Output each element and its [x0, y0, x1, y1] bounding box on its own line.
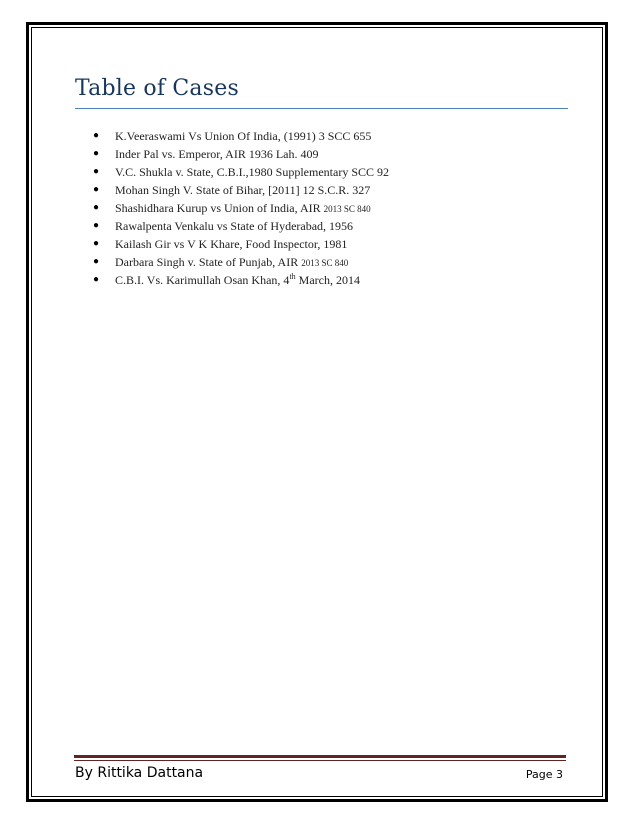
footer-author: By Rittika Dattana [75, 765, 204, 781]
list-item [93, 145, 389, 163]
bullet-icon: ● [93, 274, 100, 285]
footer-rule-thin [74, 760, 566, 761]
list-item [93, 235, 389, 253]
bullet-icon: ● [93, 220, 100, 231]
case-text: Inder Pal vs. Emperor, AIR 1936 Lah. 409 [115, 147, 319, 161]
page-title: Table of Cases [75, 76, 239, 101]
case-text: Kailash Gir vs V K Khare, Food Inspector, 1981 [115, 237, 348, 251]
bullet-icon: ● [93, 256, 100, 267]
bullet-icon: ● [93, 130, 100, 141]
page-label: Page [525, 768, 553, 781]
case-text-tail: March, 2014 [295, 273, 360, 287]
case-citation-small: 2013 SC 840 [323, 204, 371, 214]
case-text: C.B.I. Vs. Karimullah Osan Khan, 4 [115, 273, 290, 287]
case-text: Shashidhara Kurup vs Union of India, AIR [115, 201, 324, 215]
case-list [93, 127, 389, 289]
bullet-icon: ● [93, 184, 100, 195]
list-item [93, 163, 389, 181]
ordinal-superscript: th [289, 272, 296, 281]
case-text: Darbara Singh v. State of Punjab, AIR [115, 255, 302, 269]
list-item [93, 199, 389, 217]
page-number: 3 [556, 768, 563, 781]
bullet-icon: ● [93, 148, 100, 159]
list-item [93, 217, 389, 235]
case-citation-small: 2013 SC 840 [301, 258, 349, 268]
list-item [93, 127, 389, 145]
footer-page-number [526, 768, 563, 781]
footer-rule-thick [74, 755, 566, 758]
title-underline [75, 108, 568, 109]
bullet-icon: ● [93, 166, 100, 177]
list-item [93, 271, 389, 289]
bullet-icon: ● [93, 202, 100, 213]
case-text: Mohan Singh V. State of Bihar, [2011] 12 S.C.R. 327 [115, 183, 371, 197]
case-text: V.C. Shukla v. State, C.B.I.,1980 Supplementary SCC 92 [115, 165, 390, 179]
list-item [93, 253, 389, 271]
case-text: K.Veeraswami Vs Union Of India, (1991) 3 SCC 655 [115, 129, 372, 143]
bullet-icon: ● [93, 238, 100, 249]
list-item [93, 181, 389, 199]
case-text: Rawalpenta Venkalu vs State of Hyderabad, 1956 [115, 219, 354, 233]
